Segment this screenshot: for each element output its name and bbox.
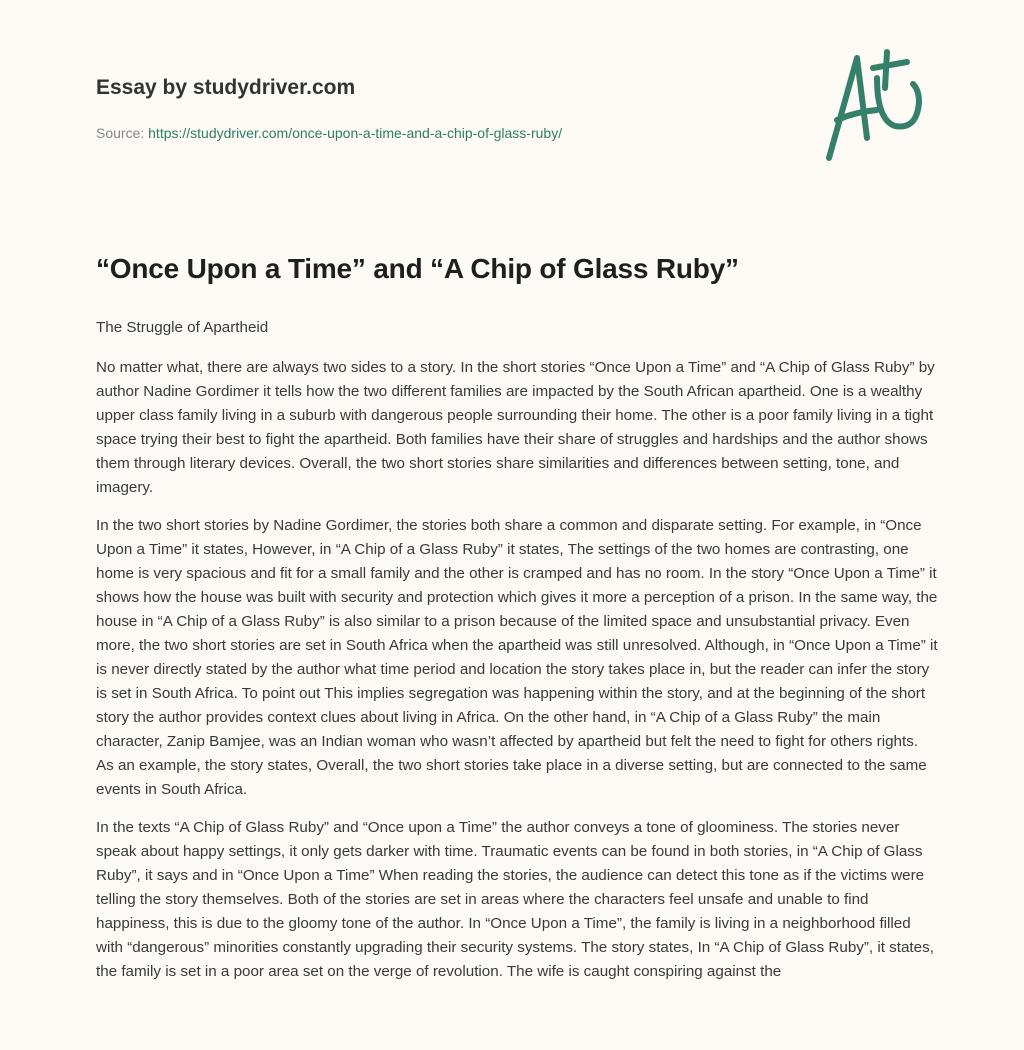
essay-subtitle: The Struggle of Apartheid bbox=[96, 319, 269, 336]
essay-paragraph: In the texts “A Chip of Glass Ruby” and “Once upon a Time” the author conveys a tone of gloominess. The stories never speak about happy settings, it only gets darker with time. Traumatic events can be found in both stories, in “A Chip of Glass Ruby”, it says and in “Once Upon a Time” When reading the stories, the audience can detect this tone as if the victims were telling the story themselves. Both of the stories are set in areas where the characters feel unsafe and unable to find happiness, this is due to the gloomy tone of the author. In “Once Upon a Time”, the family is living in a neighborhood filled with “dangerous” minorities constantly upgrading their security systems. The story states, In “A Chip of Glass Ruby”, it states, the family is set in a poor area set on the verge of revolution. The wife is caught conspiring against the bbox=[96, 819, 934, 980]
source-line bbox=[96, 125, 562, 141]
essay-paragraph: In the two short stories by Nadine Gordimer, the stories both share a common and disparate setting. For example, in “Once Upon a Time” it states, However, in “A Chip of a Glass Ruby” it states, The settings of the two homes are contrasting, one home is very spacious and fit for a small family and the other is cramped and has no room. In the story “Once Upon a Time” it shows how the house was built with security and protection which gives it more a perception of a prison. In the same way, the house in “A Chip of a Glass Ruby” is also similar to a prison because of the limited space and unsubstantial privacy. Even more, the two short stories are set in South Africa when the apartheid was still unresolved. Although, in “Once Upon a Time” it is never directly stated by the author what time period and location the story takes place in, but the reader can infer the story is set in South Africa. To point out This implies segregation was happening within the story, and at the beginning of the short story the author provides context clues about living in Africa. On the other hand, in “A Chip of a Glass Ruby” the main character, Zanip Bamjee, was an Indian woman who wasn’t affected by apartheid but felt the need to fight for others rights. As an example, the story states, Overall, the two short stories take place in a diverse setting, but are connected to the same events in South Africa. bbox=[96, 517, 938, 798]
essay-title: “Once Upon a Time” and “A Chip of Glass Ruby” bbox=[96, 253, 739, 284]
source-link[interactable]: https://studydriver.com/once-upon-a-time-and-a-chip-of-glass-ruby/ bbox=[148, 125, 563, 141]
essay-paragraph: No matter what, there are always two sides to a story. In the short stories “Once Upon a Time” and “A Chip of Glass Ruby” by author Nadine Gordimer it tells how the two different families are impacted by the South African apartheid. One is a wealthy upper class family living in a suburb with dangerous people surrounding their home. The other is a poor family living in a tight space trying their best to fight the apartheid. Both families have their share of struggles and hardships and the author shows them through literary devices. Overall, the two short stories share similarities and differences between setting, tone, and imagery. bbox=[96, 359, 935, 496]
source-label: Source: bbox=[96, 125, 145, 141]
page-header bbox=[96, 76, 562, 141]
essay-body bbox=[96, 316, 938, 998]
a-plus-logo-icon bbox=[815, 40, 935, 165]
site-title: Essay by studydriver.com bbox=[96, 76, 356, 99]
